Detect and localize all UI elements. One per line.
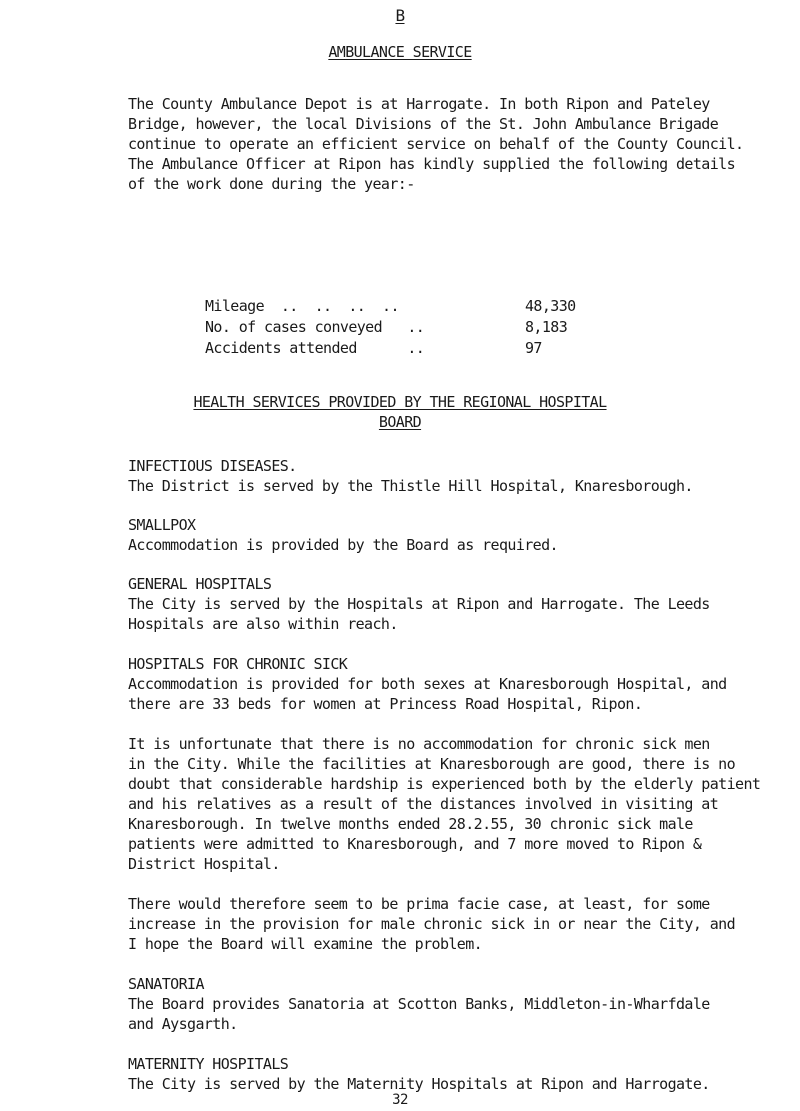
maternity-heading: MATERNITY HOSPITALS: [128, 1055, 289, 1073]
paragraph-line: doubt that considerable hardship is experienced both by the elderly patient: [128, 775, 761, 793]
paragraph-line: patients were admitted to Knaresborough, and 7 more moved to Ripon &: [128, 835, 702, 853]
stat-value: 97: [525, 339, 542, 357]
general-heading: GENERAL HOSPITALS: [128, 575, 272, 593]
paragraph-line: Knaresborough. In twelve months ended 28.2.55, 30 chronic sick male: [128, 815, 693, 833]
chronic-line: Accommodation is provided for both sexes at Knaresborough Hospital, and: [128, 675, 727, 693]
stat-row: [205, 296, 625, 317]
general-hospitals-section: [128, 574, 710, 634]
chronic-line: there are 33 beds for women at Princess Road Hospital, Ripon.: [128, 695, 643, 713]
stat-value: 48,330: [525, 297, 576, 315]
stat-row: [205, 338, 625, 359]
stat-row: [205, 317, 625, 338]
stat-value: 8,183: [525, 318, 568, 336]
maternity-text: The City is served by the Maternity Hospitals at Ripon and Harrogate.: [128, 1075, 710, 1093]
therefore-paragraph: [128, 894, 788, 954]
intro-paragraph: [128, 94, 788, 194]
general-line: The City is served by the Hospitals at Ripon and Harrogate. The Leeds: [128, 595, 710, 613]
sanatoria-heading: SANATORIA: [128, 975, 204, 993]
paragraph-line: It is unfortunate that there is no accommodation for chronic sick men: [128, 735, 710, 753]
maternity-section: [128, 1054, 710, 1094]
intro-line: The Ambulance Officer at Ripon has kindly supplied the following details: [128, 155, 736, 173]
paragraph-line: in the City. While the facilities at Knaresborough are good, there is no: [128, 755, 736, 773]
paragraph-line: There would therefore seem to be prima facie case, at least, for some: [128, 895, 710, 913]
intro-line: Bridge, however, the local Divisions of the St. John Ambulance Brigade: [128, 115, 719, 133]
smallpox-heading: SMALLPOX: [128, 516, 196, 534]
smallpox-section: [128, 515, 558, 555]
paragraph-line: I hope the Board will examine the problem.: [128, 935, 483, 953]
unfortunate-paragraph: [128, 734, 788, 874]
intro-line: continue to operate an efficient service on behalf of the County Council.: [128, 135, 744, 153]
chronic-heading: HOSPITALS FOR CHRONIC SICK: [128, 655, 348, 673]
chronic-sick-section: [128, 654, 727, 714]
paragraph-line: and his relatives as a result of the distances involved in visiting at: [128, 795, 719, 813]
intro-line: of the work done during the year:-: [128, 175, 415, 193]
paragraph-line: District Hospital.: [128, 855, 280, 873]
section-heading-line1: HEALTH SERVICES PROVIDED BY THE REGIONAL HOSPITAL: [193, 393, 607, 411]
intro-line: The County Ambulance Depot is at Harrogate. In both Ripon and Pateley: [128, 95, 710, 113]
paragraph-line: increase in the provision for male chronic sick in or near the City, and: [128, 915, 736, 933]
sanatoria-line: The Board provides Sanatoria at Scotton Banks, Middleton-in-Wharfdale: [128, 995, 710, 1013]
general-line: Hospitals are also within reach.: [128, 615, 398, 633]
page-number: 32: [392, 1092, 408, 1108]
sanatoria-section: [128, 974, 710, 1034]
section-letter: B: [395, 6, 405, 25]
infectious-section: [128, 456, 693, 496]
sanatoria-line: and Aysgarth.: [128, 1015, 238, 1033]
stat-label: Mileage .. .. .. ..: [205, 297, 399, 315]
page-title: AMBULANCE SERVICE: [328, 43, 472, 61]
smallpox-text: Accommodation is provided by the Board as required.: [128, 536, 558, 554]
stat-label: Accidents attended ..: [205, 339, 425, 357]
section-heading-line2: BOARD: [378, 413, 422, 431]
ambulance-stats: [205, 296, 625, 359]
stat-label: No. of cases conveyed ..: [205, 318, 425, 336]
infectious-heading: INFECTIOUS DISEASES.: [128, 457, 297, 475]
infectious-text: The District is served by the Thistle Hill Hospital, Knaresborough.: [128, 477, 693, 495]
